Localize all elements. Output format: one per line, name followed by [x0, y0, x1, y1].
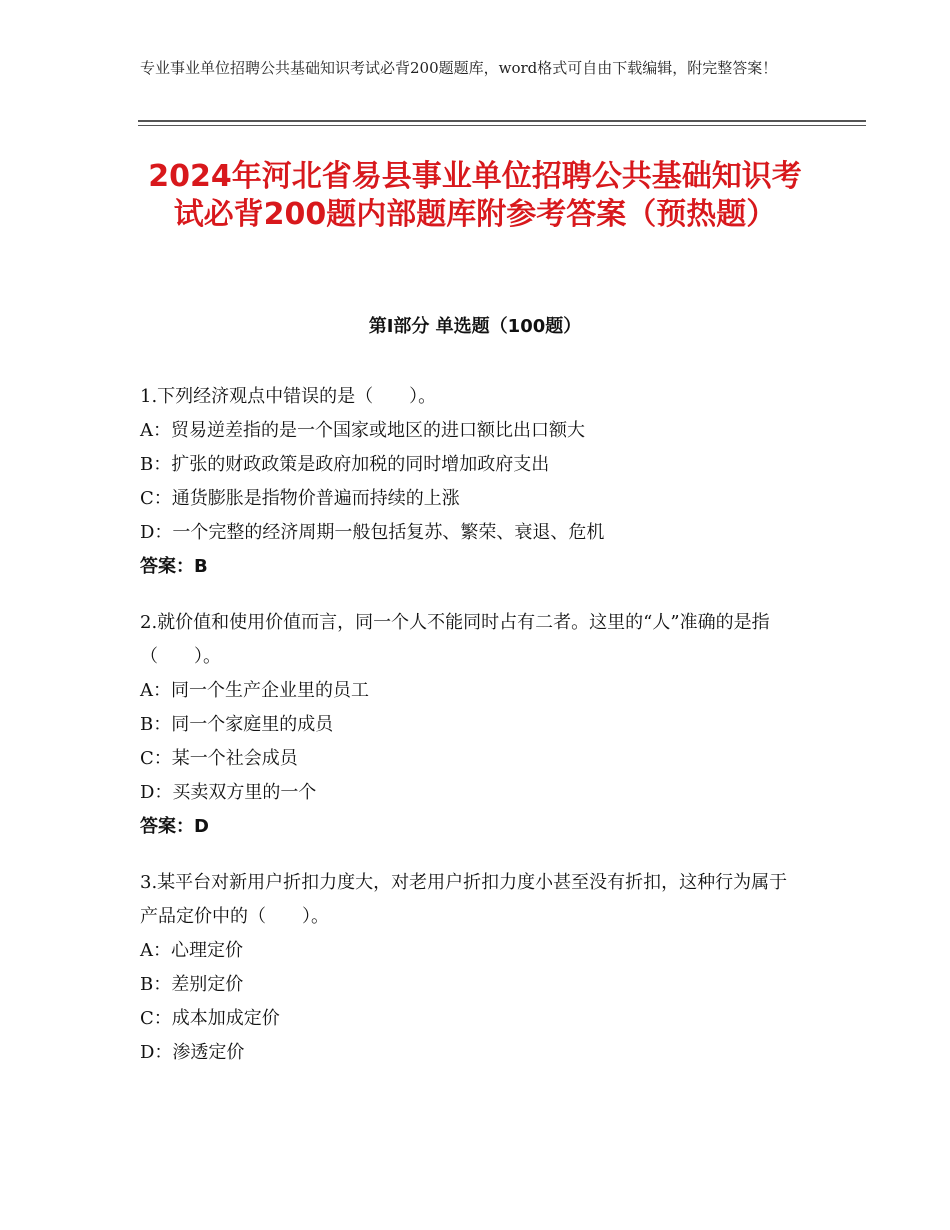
option-a: A：心理定价: [140, 940, 243, 961]
option-b: B：扩张的财政政策是政府加税的同时增加政府支出: [140, 454, 550, 475]
option-a: A：贸易逆差指的是一个国家或地区的进口额比出口额大: [140, 420, 585, 441]
page-header: 专业事业单位招聘公共基础知识考试必背200题题库，word格式可自由下载编辑，附完整答案！: [140, 59, 778, 77]
document-title: 2024年河北省易县事业单位招聘公共基础知识考试必背200题内部题库附参考答案（预热题）: [148, 159, 802, 232]
answer: 答案：D: [140, 816, 209, 837]
option-b: B：同一个家庭里的成员: [140, 714, 334, 735]
question-3: [140, 866, 840, 1070]
option-d: D：买卖双方里的一个: [140, 782, 317, 803]
question-2: [140, 606, 840, 844]
answer: 答案：B: [140, 556, 208, 577]
header-rule-thin: [138, 125, 866, 126]
header-rule-thick: [138, 120, 866, 122]
question-stem: 1.下列经济观点中错误的是（ ）。: [140, 386, 437, 407]
option-c: C：某一个社会成员: [140, 748, 298, 769]
option-b: B：差别定价: [140, 974, 244, 995]
option-d: D：渗透定价: [140, 1042, 245, 1063]
question-1: [140, 380, 840, 584]
section-title: 第Ⅰ部分 单选题（100题）: [368, 316, 582, 337]
option-c: C：通货膨胀是指物价普遍而持续的上涨: [140, 488, 460, 509]
question-stem: 2.就价值和使用价值而言，同一个人不能同时占有二者。这里的“人”准确的是指（ ）。: [140, 612, 770, 667]
question-stem: 3.某平台对新用户折扣力度大，对老用户折扣力度小甚至没有折扣，这种行为属于产品定价中的（ ）。: [140, 872, 788, 927]
question-list: [140, 380, 840, 1092]
option-d: D：一个完整的经济周期一般包括复苏、繁荣、衰退、危机: [140, 522, 605, 543]
option-c: C：成本加成定价: [140, 1008, 280, 1029]
option-a: A：同一个生产企业里的员工: [140, 680, 369, 701]
